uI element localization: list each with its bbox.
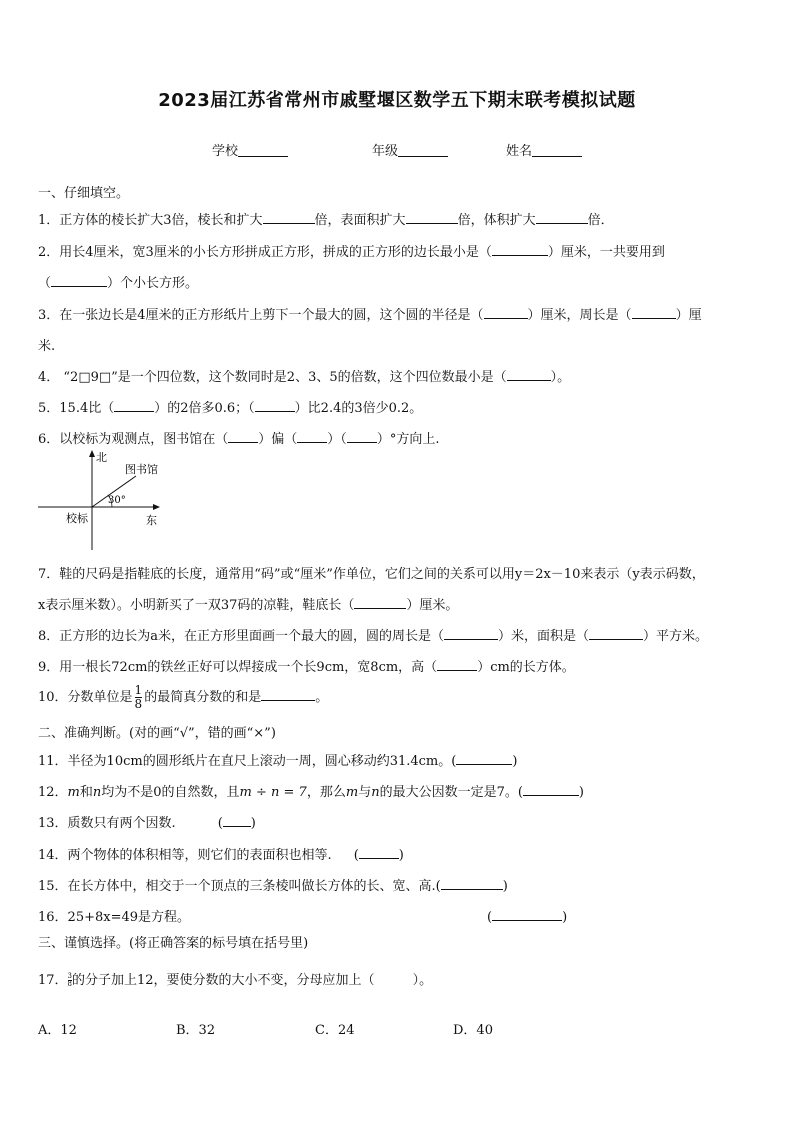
- angle-label: 30°: [108, 495, 126, 506]
- grade-label: 年级: [372, 144, 399, 159]
- question-16: 16．25+8x=49是方程。 ( ): [38, 910, 568, 925]
- answer-blank[interactable]: [297, 442, 327, 443]
- answer-blank[interactable]: [484, 318, 528, 319]
- question-1: 1．正方体的棱长扩大3倍，棱长和扩大 倍，表面积扩大 倍，体积扩大 倍．: [38, 213, 614, 228]
- school-label: 学校: [212, 144, 239, 159]
- school-blank[interactable]: [238, 142, 288, 157]
- answer-blank[interactable]: [406, 223, 458, 224]
- option-b[interactable]: B．32: [176, 1023, 216, 1038]
- answer-blank[interactable]: [359, 858, 399, 859]
- question-4: 4． “2□9□”是一个四位数，这个数同时是2、3、5的倍数，这个四位数最小是（ ）。: [38, 370, 571, 385]
- question-6: 6．以校标为观测点，图书馆在（ ）偏（ ）（ ）°方向上.: [38, 432, 440, 447]
- question-3-cont: 米.: [38, 339, 56, 354]
- answer-blank[interactable]: [347, 442, 377, 443]
- section-heading-1: 一、仔细填空。: [38, 186, 130, 201]
- answer-blank[interactable]: [255, 411, 295, 412]
- answer-blank[interactable]: [228, 442, 258, 443]
- option-d[interactable]: D．40: [453, 1023, 493, 1038]
- grade-field: [372, 140, 448, 159]
- page-title: 2023届江苏省常州市戚墅堰区数学五下期末联考模拟试题: [158, 90, 636, 111]
- answer-blank[interactable]: [223, 826, 251, 827]
- answer-blank[interactable]: [492, 920, 562, 921]
- answer-blank[interactable]: [523, 795, 579, 796]
- answer-blank[interactable]: [354, 608, 406, 609]
- school-field: [212, 140, 288, 159]
- name-field: [506, 140, 582, 159]
- direction-diagram: [36, 448, 176, 554]
- answer-blank[interactable]: [437, 670, 477, 671]
- question-11: 11．半径为10cm的圆形纸片在直尺上滚动一周，圆心移动约31.4cm。( ): [38, 754, 518, 769]
- answer-blank[interactable]: [456, 764, 512, 765]
- question-8: 8．正方形的边长为a米，在正方形里面画一个最大的圆，圆的周长是（ ）米，面积是（ ）平方米。: [38, 629, 709, 644]
- east-label: 东: [146, 514, 157, 527]
- section-heading-3: 三、谨慎选择。(将正确答案的标号填在括号里): [38, 936, 309, 951]
- north-arrow-icon: [89, 450, 95, 457]
- origin-label: 校标: [66, 512, 88, 525]
- option-a[interactable]: A．12: [38, 1023, 77, 1038]
- question-5: 5．15.4比（ ）的2倍多0.6；（ ）比2.4的3倍少0.2。: [38, 401, 423, 416]
- answer-blank[interactable]: [444, 639, 498, 640]
- question-14: 14．两个物体的体积相等，则它们的表面积也相等. ( ): [38, 848, 404, 863]
- library-label: 图书馆: [125, 463, 158, 476]
- answer-blank[interactable]: [263, 223, 315, 224]
- question-9: 9．用一根长72cm的铁丝正好可以焊接成一个长9cm，宽8cm，高（ ）cm的长方体。: [38, 660, 575, 675]
- fraction-one-eighth: $\frac{1}{8}$: [134, 683, 143, 711]
- option-c[interactable]: C．24: [315, 1023, 355, 1038]
- grade-blank[interactable]: [398, 142, 448, 157]
- question-2-cont: （ ）个小长方形。: [38, 276, 199, 291]
- question-7-cont: x表示厘米数）。小明新买了一双37码的凉鞋，鞋底长（ ）厘米。: [38, 598, 459, 613]
- answer-blank[interactable]: [114, 411, 154, 412]
- name-blank[interactable]: [532, 142, 582, 157]
- answer-blank[interactable]: [507, 380, 551, 381]
- answer-blank[interactable]: [261, 700, 315, 701]
- answer-blank[interactable]: [589, 639, 643, 640]
- answer-blank[interactable]: [51, 286, 107, 287]
- east-arrow-icon: [153, 504, 160, 510]
- question-13: 13．质数只有两个因数. ( ): [38, 816, 256, 831]
- answer-blank[interactable]: [492, 255, 548, 256]
- answer-blank[interactable]: [441, 889, 503, 890]
- question-3: 3．在一张边长是4厘米的正方形纸片上剪下一个最大的圆，这个圆的半径是（ ）厘米，周长是（ ）厘: [38, 308, 702, 323]
- question-2: 2．用长4厘米，宽3厘米的小长方形拼成正方形，拼成的正方形的边长最小是（ ）厘米，一共要用到: [38, 245, 665, 260]
- question-12: 12．m和n均为不是0的自然数，且m ÷ n = 7，那么m与n的最大公因数一定是7。( ): [38, 785, 584, 800]
- question-17: 17． $\frac{3}{8}$ 的分子加上12，要使分数的大小不变，分母应加上（ ）。: [38, 972, 433, 988]
- name-label: 姓名: [506, 144, 533, 159]
- question-10: 10．分数单位是 $\frac{1}{8}$ 的最简真分数的和是 。: [38, 683, 329, 711]
- answer-blank[interactable]: [536, 223, 588, 224]
- question-15: 15．在长方体中，相交于一个顶点的三条棱叫做长方体的长、宽、高.( ): [38, 879, 508, 894]
- fraction-three-eighths: $\frac{3}{8}$: [67, 972, 73, 988]
- section-heading-2: 二、准确判断。(对的画“√”，错的画“×”): [38, 726, 276, 741]
- question-7: 7．鞋的尺码是指鞋底的长度，通常用“码”或“厘米”作单位，它们之间的关系可以用y＝2x－10来表示（y表示码数，: [38, 567, 705, 582]
- north-label: 北: [96, 451, 107, 464]
- answer-blank[interactable]: [632, 318, 676, 319]
